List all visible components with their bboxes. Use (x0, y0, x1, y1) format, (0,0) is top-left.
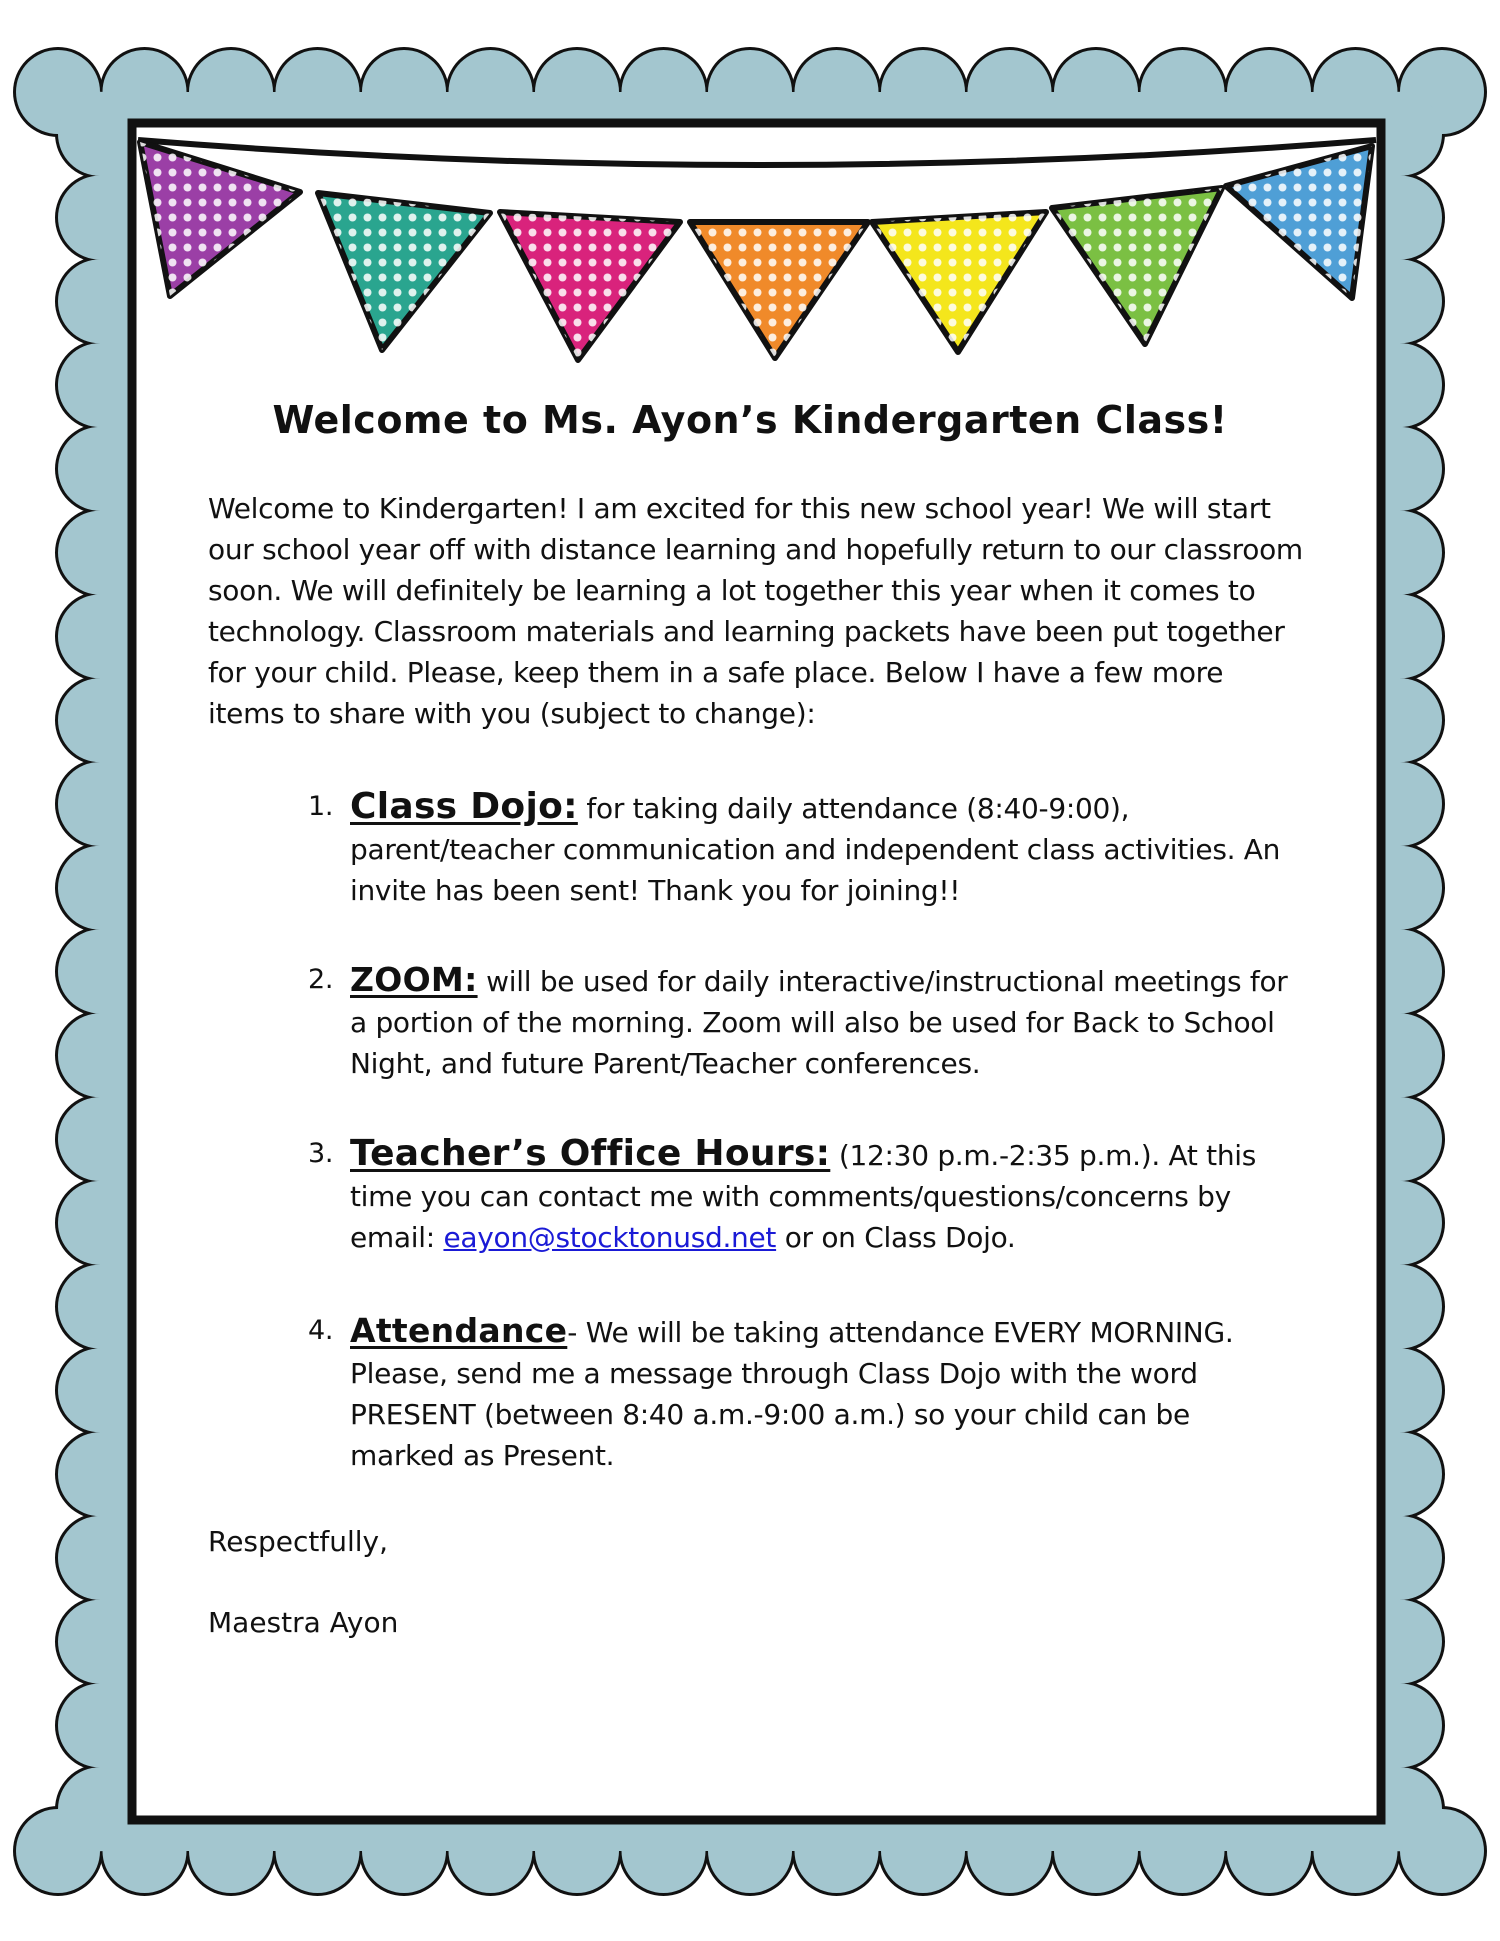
list-item-zoom (308, 959, 1300, 1084)
bunting-banner (0, 0, 1500, 400)
bunting-string (138, 140, 1376, 165)
item-text: will be used for daily interactive/instructional meetings for a portion of the morning. Zoom will also be used for Back to School Night, and future Parent/Teacher conferences. (350, 965, 1288, 1080)
list-number: 4. (308, 1315, 334, 1346)
item-text-after: or on Class Dojo. (776, 1221, 1016, 1254)
list-number: 1. (308, 791, 334, 822)
bunting-flag-dots (1052, 188, 1222, 344)
email-link[interactable]: eayon@stocktonusd.net (443, 1221, 777, 1254)
list-item-attendance (308, 1310, 1300, 1476)
bunting-flag-dots (1226, 146, 1372, 298)
item-heading: ZOOM: (350, 960, 478, 999)
item-heading: Class Dojo: (350, 786, 578, 827)
list-number: 3. (308, 1138, 334, 1169)
closing-salutation: Respectfully, (208, 1525, 389, 1558)
bunting-flag-dots (872, 212, 1046, 352)
item-text: for taking daily attendance (8:40-9:00), parent/teacher communication and independent class activities. An invite has been sent! Thank you for joining!! (350, 792, 1281, 907)
item-text: (12:30 p.m.-2:35 p.m.). At this time you can contact me with comments/questions/concerns by email: (350, 1139, 1257, 1254)
bunting-flag-dots (500, 212, 680, 360)
list-number: 2. (308, 964, 334, 995)
list-item-class-dojo (308, 786, 1300, 911)
item-heading: Attendance (350, 1311, 568, 1350)
signature: Maestra Ayon (208, 1606, 399, 1639)
page-title: Welcome to Ms. Ayon’s Kindergarten Class! (272, 398, 1228, 442)
item-heading: Teacher’s Office Hours: (350, 1133, 831, 1174)
bunting-flag-dots (690, 222, 868, 358)
intro-paragraph: Welcome to Kindergarten! I am excited for this new school year! We will start our school year off with distance learning and hopefully return to our classroom soon. We will definitely be learning a lot together this year when it comes to technology. Classroom materials and learning packets have been put together for your child. Please, keep them in a safe place. Below I have a few more items to share with you (subject to change): (208, 492, 1303, 730)
list-item-office-hours (308, 1133, 1300, 1258)
item-text: - We will be taking attendance EVERY MORNING. Please, send me a message through Class Dojo with the word PRESENT (between 8:40 a.m.-9:00 a.m.) so your child can be marked as Present. (350, 1316, 1234, 1472)
